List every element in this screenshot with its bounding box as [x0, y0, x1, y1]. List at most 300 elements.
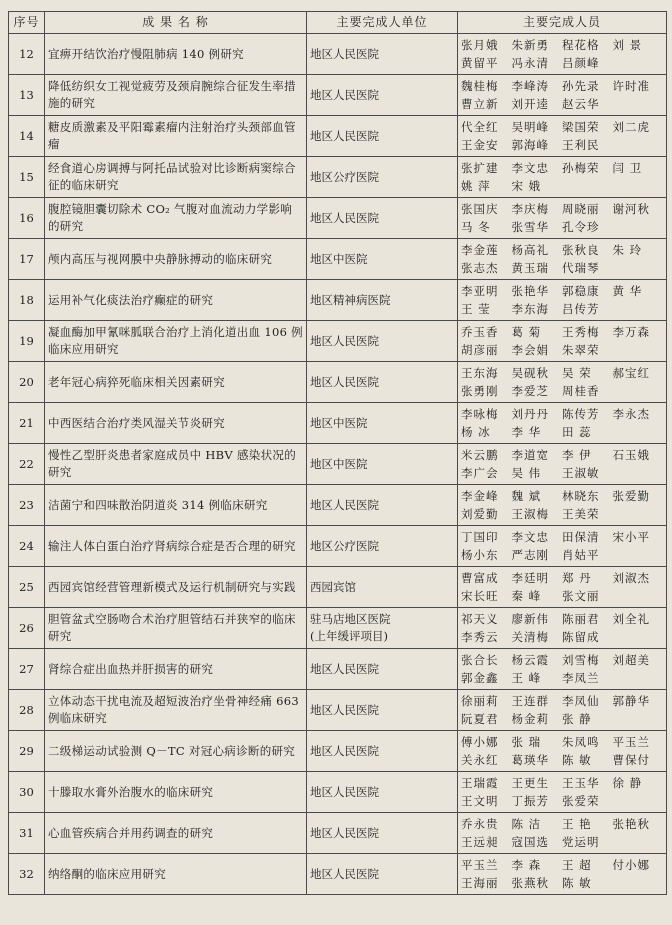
person-name: 严志刚 [511, 548, 549, 562]
main-personnel [458, 567, 667, 608]
completion-unit [307, 772, 458, 813]
table-row [9, 34, 667, 75]
person-name: 黄 华 [612, 284, 643, 298]
person-name: 李会娟 [511, 343, 549, 357]
empty-slot [613, 464, 664, 482]
table-row [9, 567, 667, 608]
table-row [9, 239, 667, 280]
personnel-line [461, 692, 663, 710]
personnel-line [461, 628, 663, 646]
person-name: 王远昶 [461, 835, 499, 849]
unit-line: 地区人民医院 [310, 497, 379, 512]
row-number: 21 [9, 403, 45, 444]
personnel-line [461, 733, 663, 751]
person-name: 张燕秋 [511, 876, 549, 890]
main-personnel [458, 608, 667, 649]
personnel-line [461, 528, 663, 546]
person-name: 徐 静 [612, 776, 643, 790]
person-name: 王美荣 [562, 507, 600, 521]
person-name: 吴 伟 [511, 466, 542, 480]
person-name: 廖新伟 [511, 612, 549, 626]
person-name: 代瑞琴 [562, 261, 600, 275]
person-name: 张志杰 [461, 261, 499, 275]
personnel-line [461, 856, 663, 874]
empty-slot [613, 587, 664, 605]
personnel-line [461, 669, 663, 687]
header-title: 成 果 名 称 [45, 12, 307, 34]
empty-slot [613, 177, 664, 195]
person-name: 张合长 [461, 653, 499, 667]
person-name: 刘爱勤 [461, 507, 499, 521]
personnel-line [461, 118, 663, 136]
person-name: 祁天义 [461, 612, 499, 626]
achievement-title: 中西医结合治疗类风湿关节炎研究 [45, 403, 307, 444]
person-name: 李凤兰 [562, 671, 600, 685]
person-name: 刘全礼 [612, 612, 650, 626]
completion-unit [307, 280, 458, 321]
achievement-title: 宜痹开结饮治疗慢阻肺病 140 例研究 [45, 34, 307, 75]
achievement-title: 慢性乙型肝炎患者家庭成员中 HBV 感染状况的研究 [45, 444, 307, 485]
row-number: 25 [9, 567, 45, 608]
person-name: 王秀梅 [562, 325, 600, 339]
row-number: 26 [9, 608, 45, 649]
person-name: 孙先录 [562, 79, 600, 93]
completion-unit [307, 731, 458, 772]
person-name: 张爱勤 [612, 489, 650, 503]
person-name: 李亚明 [461, 284, 499, 298]
completion-unit [307, 444, 458, 485]
table-row [9, 485, 667, 526]
personnel-line [461, 77, 663, 95]
row-number: 28 [9, 690, 45, 731]
row-number: 17 [9, 239, 45, 280]
row-number: 30 [9, 772, 45, 813]
person-name: 王文明 [461, 794, 499, 808]
unit-line: 地区人民医院 [310, 333, 379, 348]
row-number: 19 [9, 321, 45, 362]
completion-unit [307, 157, 458, 198]
unit-line: 地区人民医院 [310, 702, 379, 717]
person-name: 丁振芳 [511, 794, 549, 808]
personnel-line [461, 200, 663, 218]
completion-unit [307, 362, 458, 403]
table-row [9, 690, 667, 731]
table-row [9, 321, 667, 362]
table-row [9, 75, 667, 116]
achievement-title: 立体动态干扰电流及超短波治疗坐骨神经痛 663 例临床研究 [45, 690, 307, 731]
completion-unit [307, 34, 458, 75]
personnel-line [461, 259, 663, 277]
completion-unit [307, 75, 458, 116]
person-name: 田保清 [562, 530, 600, 544]
row-number: 29 [9, 731, 45, 772]
personnel-line [461, 751, 663, 769]
person-name: 张 静 [562, 712, 592, 726]
unit-line: 地区人民医院 [310, 743, 379, 758]
achievement-title: 西园宾馆经营管理新模式及运行机制研究与实践 [45, 567, 307, 608]
person-name: 林晓东 [562, 489, 600, 503]
person-name: 许时准 [612, 79, 650, 93]
personnel-line [461, 546, 663, 564]
person-name: 田 蕊 [562, 425, 592, 439]
person-name: 王 峰 [511, 671, 542, 685]
personnel-line [461, 423, 663, 441]
achievement-title: 运用补气化痰法治疗癫症的研究 [45, 280, 307, 321]
person-name: 李 森 [511, 858, 542, 872]
unit-line: 地区精神病医院 [310, 292, 391, 307]
row-number: 32 [9, 854, 45, 895]
empty-slot [613, 218, 664, 236]
person-name: 秦 峰 [511, 589, 542, 603]
row-number: 20 [9, 362, 45, 403]
completion-unit [307, 403, 458, 444]
achievement-title: 老年冠心病猝死临床相关因素研究 [45, 362, 307, 403]
unit-line: 地区人民医院 [310, 46, 379, 61]
achievement-title: 降低纺织女工视觉疲劳及颈肩腕综合征发生率措施的研究 [45, 75, 307, 116]
person-name: 张月娥 [461, 38, 499, 52]
table-row [9, 280, 667, 321]
completion-unit [307, 321, 458, 362]
person-name: 李 伊 [562, 448, 592, 462]
empty-slot [613, 54, 664, 72]
main-personnel [458, 239, 667, 280]
person-name: 朱凤鸣 [562, 735, 600, 749]
person-name: 李广会 [461, 466, 499, 480]
person-name: 张爱荣 [562, 794, 600, 808]
person-name: 王 莹 [461, 302, 491, 316]
person-name: 孙梅荣 [562, 161, 600, 175]
row-number: 31 [9, 813, 45, 854]
main-personnel [458, 75, 667, 116]
personnel-line [461, 159, 663, 177]
completion-unit [307, 198, 458, 239]
completion-unit [307, 813, 458, 854]
person-name: 张国庆 [461, 202, 499, 216]
person-name: 姚 萍 [461, 179, 491, 193]
person-name: 张文丽 [562, 589, 600, 603]
person-name: 关清梅 [511, 630, 549, 644]
personnel-line [461, 815, 663, 833]
person-name: 党运明 [562, 835, 600, 849]
personnel-line [461, 364, 663, 382]
personnel-line [461, 587, 663, 605]
personnel-line [461, 464, 663, 482]
person-name: 付小娜 [612, 858, 650, 872]
unit-line: 地区人民医院 [310, 210, 379, 225]
table-body [9, 34, 667, 895]
table-row [9, 854, 667, 895]
person-name: 宋长旺 [461, 589, 499, 603]
person-name: 李爱芝 [511, 384, 549, 398]
empty-slot [613, 423, 664, 441]
unit-line: 地区公疗医院 [310, 538, 379, 553]
person-name: 马 冬 [461, 220, 491, 234]
person-name: 吕传芳 [562, 302, 600, 316]
main-personnel [458, 362, 667, 403]
personnel-line [461, 487, 663, 505]
person-name: 刘开逵 [511, 97, 549, 111]
person-name: 李秀云 [461, 630, 499, 644]
person-name: 郭海峰 [511, 138, 549, 152]
row-number: 24 [9, 526, 45, 567]
unit-line: (上年缓评项目) [310, 629, 388, 643]
table-row [9, 116, 667, 157]
table-row [9, 813, 667, 854]
person-name: 张艳华 [511, 284, 549, 298]
personnel-line [461, 54, 663, 72]
personnel-line [461, 874, 663, 892]
person-name: 陈 敏 [562, 753, 592, 767]
empty-slot [613, 95, 664, 113]
person-name: 闫 卫 [612, 161, 643, 175]
person-name: 葛瑛华 [511, 753, 549, 767]
personnel-line [461, 341, 663, 359]
empty-slot [613, 874, 664, 892]
row-number: 18 [9, 280, 45, 321]
achievement-title: 十滕取水膏外治腹水的临床研究 [45, 772, 307, 813]
row-number: 12 [9, 34, 45, 75]
achievement-title: 心血管疾病合并用药调查的研究 [45, 813, 307, 854]
personnel-line [461, 218, 663, 236]
person-name: 石玉娥 [612, 448, 650, 462]
personnel-line [461, 300, 663, 318]
completion-unit [307, 239, 458, 280]
table-row [9, 362, 667, 403]
empty-slot [613, 546, 664, 564]
unit-line: 地区人民医院 [310, 128, 379, 143]
person-name: 周晓丽 [562, 202, 600, 216]
achievement-title: 纳络酮的临床应用研究 [45, 854, 307, 895]
person-name: 吴砚秋 [511, 366, 549, 380]
achievement-title: 凝血酶加甲氰咪胍联合治疗上消化道出血 106 例临床应用研究 [45, 321, 307, 362]
person-name: 宋小平 [612, 530, 650, 544]
person-name: 李咏梅 [461, 407, 499, 421]
person-name: 刘二虎 [612, 120, 650, 134]
person-name: 孔令珍 [562, 220, 600, 234]
empty-slot [613, 136, 664, 154]
unit-line: 地区人民医院 [310, 661, 379, 676]
person-name: 陈 敏 [562, 876, 592, 890]
person-name: 乔永贵 [461, 817, 499, 831]
personnel-line [461, 405, 663, 423]
person-name: 李凤仙 [562, 694, 600, 708]
unit-line: 地区人民医院 [310, 825, 379, 840]
main-personnel [458, 34, 667, 75]
person-name: 李金莲 [461, 243, 499, 257]
personnel-line [461, 241, 663, 259]
person-name: 赵云华 [562, 97, 600, 111]
person-name: 刘 景 [612, 38, 643, 52]
person-name: 王利民 [562, 138, 600, 152]
person-name: 乔玉香 [461, 325, 499, 339]
header-people: 主要完成人员 [458, 12, 667, 34]
person-name: 李廷明 [511, 571, 549, 585]
empty-slot [613, 628, 664, 646]
header-num: 序号 [9, 12, 45, 34]
person-name: 张雪华 [511, 220, 549, 234]
person-name: 刘淑杰 [612, 571, 650, 585]
person-name: 李峰涛 [511, 79, 549, 93]
table-row [9, 608, 667, 649]
table-row [9, 731, 667, 772]
person-name: 张勇刚 [461, 384, 499, 398]
personnel-line [461, 382, 663, 400]
person-name: 程花格 [562, 38, 600, 52]
person-name: 李文忠 [511, 530, 549, 544]
main-personnel [458, 526, 667, 567]
table-row [9, 772, 667, 813]
achievement-title: 二级梯运动试验测 Q－TC 对冠心病诊断的研究 [45, 731, 307, 772]
person-name: 谢河秋 [612, 202, 650, 216]
person-name: 魏桂梅 [461, 79, 499, 93]
unit-line: 地区中医院 [310, 456, 368, 471]
unit-line: 地区中医院 [310, 251, 368, 266]
person-name: 王海丽 [461, 876, 499, 890]
personnel-line [461, 282, 663, 300]
personnel-line [461, 446, 663, 464]
person-name: 杨金莉 [511, 712, 549, 726]
person-name: 张 瑞 [511, 735, 542, 749]
person-name: 杨高礼 [511, 243, 549, 257]
person-name: 王金安 [461, 138, 499, 152]
person-name: 朱新勇 [511, 38, 549, 52]
unit-line: 地区人民医院 [310, 866, 379, 881]
person-name: 陈留成 [562, 630, 600, 644]
achievement-title: 颅内高压与视网膜中央静脉搏动的临床研究 [45, 239, 307, 280]
achievement-title: 腹腔镜胆囊切除术 CO₂ 气腹对血流动力学影响的研究 [45, 198, 307, 239]
empty-slot [613, 833, 664, 851]
main-personnel [458, 280, 667, 321]
empty-slot [613, 792, 664, 810]
unit-line: 地区人民医院 [310, 784, 379, 799]
main-personnel [458, 444, 667, 485]
empty-slot [613, 669, 664, 687]
personnel-line [461, 774, 663, 792]
row-number: 27 [9, 649, 45, 690]
main-personnel [458, 690, 667, 731]
achievement-title: 胆管盆式空肠吻合术治疗胆管结石并狭窄的临床研究 [45, 608, 307, 649]
person-name: 丁国印 [461, 530, 499, 544]
person-name: 周桂香 [562, 384, 600, 398]
main-personnel [458, 198, 667, 239]
person-name: 王淑梅 [511, 507, 549, 521]
row-number: 22 [9, 444, 45, 485]
achievement-title: 糖皮质激素及平阳霉素瘤内注射治疗头颈部血管瘤 [45, 116, 307, 157]
row-number: 16 [9, 198, 45, 239]
person-name: 郭稳康 [562, 284, 600, 298]
personnel-line [461, 177, 663, 195]
table-row [9, 649, 667, 690]
unit-line: 驻马店地区医院 [310, 612, 391, 626]
person-name: 郝宝红 [612, 366, 650, 380]
person-name: 徐丽莉 [461, 694, 499, 708]
main-personnel [458, 854, 667, 895]
main-personnel [458, 731, 667, 772]
person-name: 平玉兰 [461, 858, 499, 872]
table-row [9, 526, 667, 567]
person-name: 关永红 [461, 753, 499, 767]
person-name: 张扩建 [461, 161, 499, 175]
person-name: 李道宽 [511, 448, 549, 462]
empty-slot [613, 259, 664, 277]
header-unit: 主要完成人单位 [307, 12, 458, 34]
person-name: 李永杰 [612, 407, 650, 421]
personnel-line [461, 792, 663, 810]
personnel-line [461, 833, 663, 851]
row-number: 14 [9, 116, 45, 157]
completion-unit [307, 854, 458, 895]
table-row [9, 444, 667, 485]
person-name: 傅小娜 [461, 735, 499, 749]
person-name: 陈传芳 [562, 407, 600, 421]
person-name: 冯永清 [511, 56, 549, 70]
personnel-line [461, 569, 663, 587]
achievement-title: 经食道心房调搏与阿托品试验对比诊断病窦综合征的临床研究 [45, 157, 307, 198]
person-name: 王东海 [461, 366, 499, 380]
person-name: 王淑敏 [562, 466, 600, 480]
table-row [9, 157, 667, 198]
completion-unit [307, 649, 458, 690]
person-name: 曹保付 [612, 753, 650, 767]
person-name: 李金峰 [461, 489, 499, 503]
unit-line: 地区人民医院 [310, 374, 379, 389]
person-name: 王 艳 [562, 817, 592, 831]
row-number: 15 [9, 157, 45, 198]
person-name: 肖姑平 [562, 548, 600, 562]
person-name: 米云鹏 [461, 448, 499, 462]
person-name: 刘雪梅 [562, 653, 600, 667]
personnel-line [461, 36, 663, 54]
person-name: 平玉兰 [612, 735, 650, 749]
awards-table [8, 11, 667, 895]
table-header-row [9, 12, 667, 34]
person-name: 阮夏君 [461, 712, 499, 726]
person-name: 曹立新 [461, 97, 499, 111]
empty-slot [562, 177, 613, 195]
person-name: 葛 菊 [511, 325, 542, 339]
main-personnel [458, 485, 667, 526]
main-personnel [458, 157, 667, 198]
completion-unit [307, 567, 458, 608]
person-name: 吴 荣 [562, 366, 592, 380]
personnel-line [461, 505, 663, 523]
main-personnel [458, 321, 667, 362]
person-name: 朱翠荣 [562, 343, 600, 357]
person-name: 曹富成 [461, 571, 499, 585]
person-name: 刘丹丹 [511, 407, 549, 421]
personnel-line [461, 710, 663, 728]
person-name: 李东海 [511, 302, 549, 316]
personnel-line [461, 95, 663, 113]
person-name: 杨云霞 [511, 653, 549, 667]
person-name: 王瑞霞 [461, 776, 499, 790]
person-name: 杨小东 [461, 548, 499, 562]
person-name: 李庆梅 [511, 202, 549, 216]
person-name: 李文忠 [511, 161, 549, 175]
person-name: 郭静华 [612, 694, 650, 708]
achievement-title: 输注人体白蛋白治疗肾病综合症是否合理的研究 [45, 526, 307, 567]
personnel-line [461, 610, 663, 628]
person-name: 李 华 [511, 425, 542, 439]
personnel-line [461, 136, 663, 154]
completion-unit [307, 690, 458, 731]
person-name: 王 超 [562, 858, 592, 872]
person-name: 郭金鑫 [461, 671, 499, 685]
row-number: 23 [9, 485, 45, 526]
person-name: 寇国选 [511, 835, 549, 849]
person-name: 郑 丹 [562, 571, 592, 585]
person-name: 梁国荣 [562, 120, 600, 134]
